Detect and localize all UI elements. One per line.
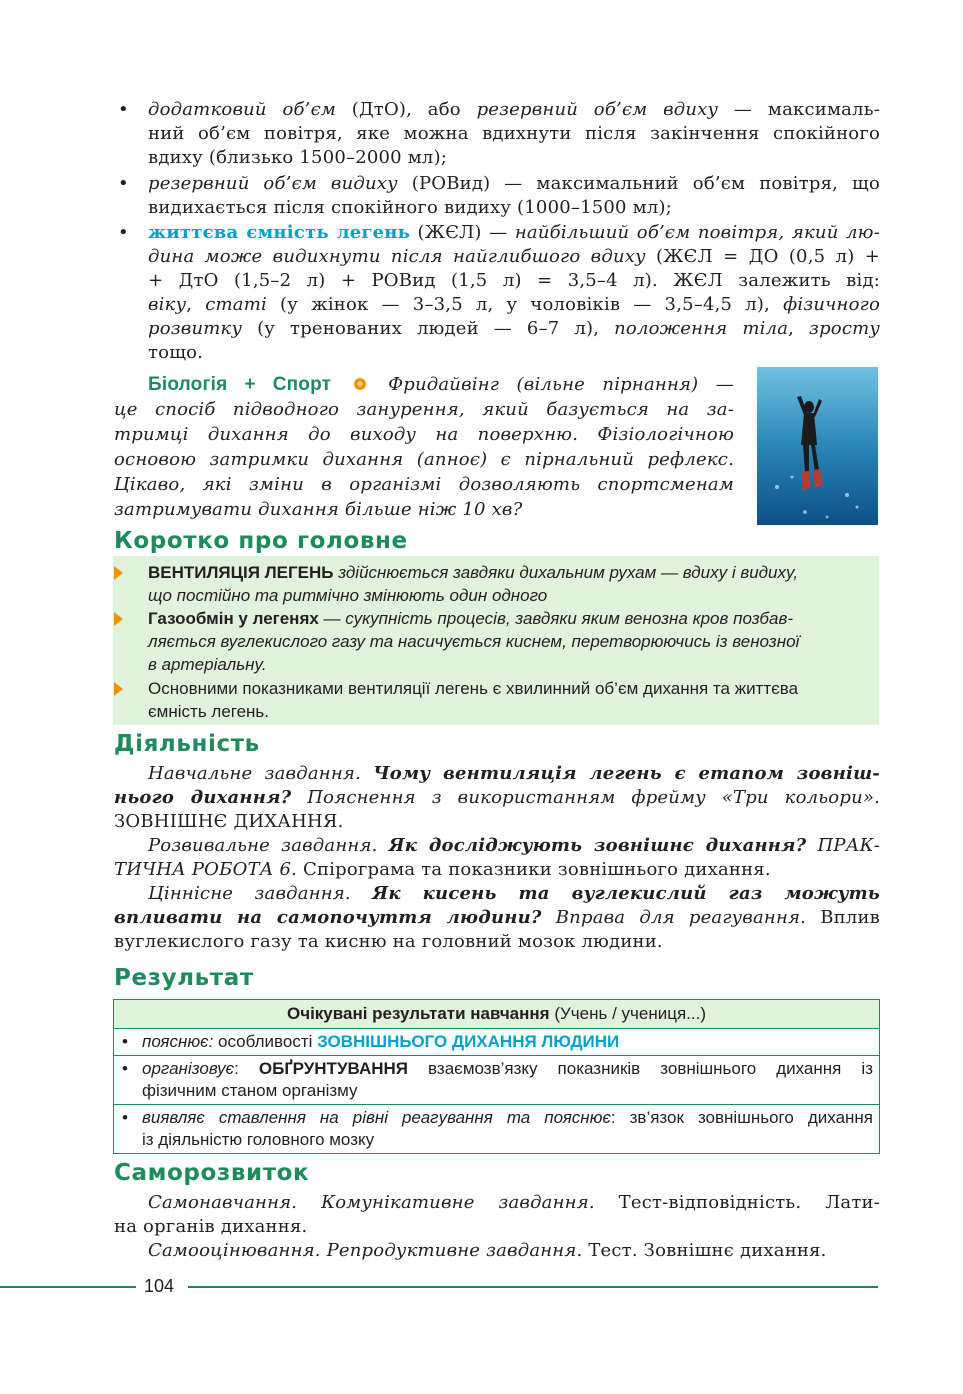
text-line: Цікаво, які зміни в організмі дозволяють спортсменам (114, 474, 734, 495)
freediver-photo (757, 367, 878, 525)
text: віку (148, 294, 187, 315)
text: виявляє ставлення на рівні реагування та пояснює (142, 1108, 611, 1127)
text: Самооцінювання. Репродуктивне завдання. (148, 1240, 583, 1261)
text: — сукупність процесів, завдяки яким венозна кров позбав- (318, 609, 793, 628)
text: Ціннісне завдання. (148, 883, 373, 904)
text: (Учень / учениця...) (549, 1004, 706, 1023)
table-header (114, 1000, 879, 1028)
bullet-dot: • (122, 1059, 128, 1078)
text: , (788, 318, 810, 339)
text: Тест-відповідність. Лати- (594, 1192, 880, 1213)
text: нього дихання? (114, 787, 292, 808)
text-line: ляється вуглекислого газу та насичується киснем, перетворюючись із венозної (148, 632, 800, 651)
text: Навчальне завдання. (148, 763, 374, 784)
text: Вправа для реагування. (541, 907, 807, 928)
text: Як досліджують зовнішнє дихання? (388, 835, 807, 856)
text: взаємозв’язку показників зовнішнього дихання із (408, 1059, 873, 1078)
text-line: фізичним станом організму (142, 1081, 358, 1100)
summary-item-2 (148, 607, 874, 676)
text-line: в артеріальну. (148, 655, 267, 674)
page-number: 104 (144, 1276, 175, 1296)
bullet-dot: • (122, 1032, 128, 1051)
selfdev-text (114, 1191, 880, 1263)
text: пояснює: (142, 1032, 214, 1051)
text: (у тренованих людей — 6–7 л), (242, 318, 615, 339)
section-heading-result: Результат (114, 965, 254, 991)
text: (РОВид) — максимальний об’єм повітря, що (397, 173, 880, 194)
term: ВЕНТИЛЯЦІЯ ЛЕГЕНЬ (148, 563, 334, 582)
highlight: ЗОВНІШНЬОГО ДИХАННЯ ЛЮДИНИ (317, 1032, 620, 1051)
text: здійснюється завдяки дихальним рухам — вдиху і видиху, (333, 563, 799, 582)
arrow-icon (114, 566, 123, 580)
summary-item-3 (148, 677, 874, 723)
bullet-item-1 (148, 98, 880, 170)
text: зросту (809, 318, 881, 339)
text-line: на органів дихання. (114, 1216, 308, 1237)
text-line: це спосіб підводного занурення, який базується на за- (114, 399, 734, 420)
bio-sport-block (114, 372, 734, 522)
text: Чому вентиляція легень є етапом зовніш- (373, 763, 880, 784)
text: найбільший об’єм повітря, який лю- (514, 222, 881, 243)
bullet-item-3 (148, 221, 880, 365)
text: статі (205, 294, 267, 315)
section-heading-activity: Діяльність (114, 731, 260, 757)
text: (ЖЄЛ) — (410, 222, 515, 243)
summary-item-1 (148, 561, 874, 607)
text-line: тримці дихання до виходу на поверхню. Фізіологічною (114, 424, 734, 445)
text-line: вдиху (близько 1500–2000 мл); (148, 147, 448, 168)
table-row (114, 1028, 879, 1055)
section-heading-summary: Коротко про головне (114, 528, 408, 554)
text: , (186, 294, 206, 315)
text: Розвивальне завдання. (148, 835, 389, 856)
text-line: затримувати дихання більше ніж 10 хв? (114, 499, 523, 520)
text: розвитку (148, 318, 243, 339)
text: . Спірограма та показники зовнішнього дихання. (291, 859, 771, 880)
text: : зв’язок зовнішнього дихання (610, 1108, 874, 1127)
footer-rule-right (188, 1286, 878, 1288)
term: додатковий об’єм (148, 99, 336, 120)
term: Газообмін у легенях (148, 609, 319, 628)
bullet-dot: • (118, 173, 129, 194)
text-line: основою затримки дихання (апноє) є пірнальний рефлекс. (114, 449, 734, 470)
text-line: що постійно та ритмічно змінюють один одного (148, 586, 548, 605)
text: — максималь- (718, 99, 880, 120)
activity-text (114, 762, 880, 954)
text-line: із діяльністю головного мозку (142, 1130, 375, 1149)
section-heading-selfdev: Саморозвиток (114, 1160, 310, 1186)
text-line: тощо. (148, 342, 204, 363)
text: (ДтО), або (336, 99, 477, 120)
text-line: видихається після спокійного видиху (1000–1500 мл); (148, 197, 672, 218)
table-row (114, 1104, 879, 1153)
bullet-dot: • (118, 99, 129, 120)
bullet-item-2 (148, 172, 880, 220)
term: резервний об’єм вдиху (476, 99, 719, 120)
text: Як кисень та вуглекислий газ можуть (372, 883, 880, 904)
text: Вплив (806, 907, 880, 928)
table-row (114, 1055, 879, 1104)
text-line: вуглекислого газу та кисню на головний мозок людини. (114, 931, 663, 952)
bio-sport-label: Біологія + Спорт (148, 374, 332, 395)
text: Пояснення з використанням фрейму «Три кольори». (291, 787, 880, 808)
text: фізичного (783, 294, 880, 315)
text-line: ний об’єм повітря, яке можна вдихнути після закінчення спокійного (148, 123, 880, 144)
text: положення тіла (614, 318, 789, 339)
highlight-term: життєва ємність легень (148, 222, 411, 243)
text-line: + ДтО (1,5–2 л) + РОВид (1,5 л) = 3,5–4 л). ЖЄЛ залежить від: (148, 270, 880, 291)
bullet-dot: • (118, 222, 129, 243)
arrow-icon (114, 612, 123, 626)
text: Очікувані результати навчання (286, 1004, 550, 1023)
results-table (113, 999, 880, 1154)
text: Тест. Зовнішнє дихання. (582, 1240, 827, 1261)
bullet-dot: • (122, 1108, 128, 1127)
text: особливості (213, 1032, 318, 1051)
arrow-icon (114, 682, 123, 696)
text: дина може видихнути після найглибшого вдиху (148, 246, 646, 267)
text: ПРАК- (806, 835, 880, 856)
text: : (234, 1059, 259, 1078)
text-line: Основними показниками вентиляції легень є хвилинний об’єм дихання та життєва (148, 679, 799, 698)
text: впливати на самопочуття людини? (114, 907, 542, 928)
text: Самонавчання. Комунікативне завдання. (148, 1192, 595, 1213)
text: (ЖЄЛ = ДО (0,5 л) + (645, 246, 880, 267)
text: Фридайвінг (вільне пірнання) — (388, 374, 735, 395)
text: (у жінок — 3–3,5 л, у чоловіків — 3,5–4,5 л), (266, 294, 784, 315)
text: організовує (142, 1059, 235, 1078)
text-line: ємність легень. (148, 702, 270, 721)
term: резервний об’єм видиху (148, 173, 398, 194)
footer-rule-left (0, 1286, 136, 1288)
text: ОБҐРУНТУВАННЯ (258, 1059, 408, 1078)
flower-icon (353, 377, 367, 391)
text-line: ЗОВНІШНЄ ДИХАННЯ. (114, 811, 344, 832)
text: ТИЧНА РОБОТА 6 (114, 859, 292, 880)
